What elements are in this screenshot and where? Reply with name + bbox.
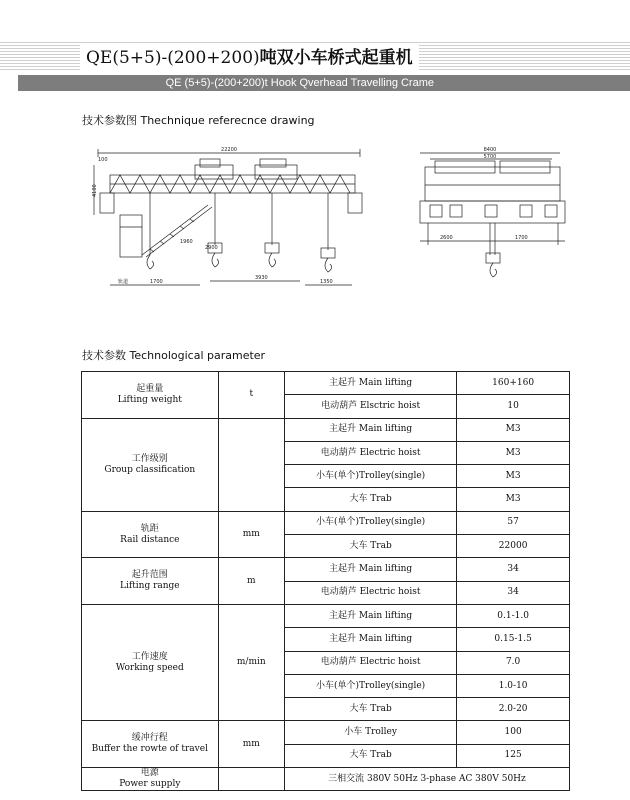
- dim-side-second: 5700: [483, 154, 497, 160]
- item-cell: 主起升 Main lifting: [284, 628, 456, 651]
- value-cell: 34: [457, 581, 570, 604]
- parameter-section-label: 技术参数 Technological parameter: [82, 349, 266, 362]
- parameter-name-cn: 电源: [140, 768, 159, 779]
- parameter-name-en: Rail distance: [120, 534, 180, 545]
- item-cell: 大车 Trab: [284, 698, 456, 721]
- technical-drawing: [90, 145, 570, 295]
- item-cell: 大车 Trab: [284, 744, 456, 767]
- unit-cell: mm: [218, 721, 284, 768]
- value-cell: 0.1-1.0: [457, 604, 570, 627]
- unit-cell: m: [218, 558, 284, 605]
- parameter-name-cn: 工作级别: [131, 453, 168, 464]
- dim-a: 1960: [180, 239, 193, 245]
- value-cell: 100: [457, 721, 570, 744]
- parameter-table: [81, 371, 570, 791]
- unit-cell: m/min: [218, 604, 284, 720]
- title-model: QE(5+5)-(200+200): [86, 48, 260, 68]
- value-cell: 22000: [457, 535, 570, 558]
- parameter-name-cell: [82, 558, 219, 605]
- item-cell: 小车 Trolley: [284, 721, 456, 744]
- dim-side-top: 8400: [483, 147, 497, 153]
- parameter-name-cn: 起升范围: [131, 570, 168, 581]
- parameter-name-cn: 起重量: [136, 383, 164, 394]
- parameter-name-cn: 轨距: [140, 523, 159, 534]
- table-row: [82, 511, 570, 534]
- value-cell: 0.15-1.5: [457, 628, 570, 651]
- value-cell: 7.0: [457, 651, 570, 674]
- item-cell: 大车 Trab: [284, 488, 456, 511]
- subtitle: QE (5+5)-(200+200)t Hook Qverhead Travelling Crame: [165, 77, 434, 89]
- item-cell: 电动葫芦 Electric hoist: [284, 651, 456, 674]
- subtitle-bar: [18, 75, 630, 91]
- parameter-name-cell: [82, 768, 219, 791]
- page-title: [80, 44, 419, 72]
- value-cell: 2.0-20: [457, 698, 570, 721]
- table-row-power: [82, 768, 570, 791]
- parameter-name-en: Buffer the rowte of travel: [91, 744, 208, 755]
- rail-label: 轨道: [118, 279, 129, 285]
- unit-cell: t: [218, 372, 284, 419]
- item-cell: 小车(单个)Trolley(single): [284, 674, 456, 697]
- parameter-name-cell: [82, 418, 219, 511]
- parameter-name-cell: [82, 372, 219, 419]
- dim-c: 3930: [255, 275, 268, 281]
- table-row: [82, 721, 570, 744]
- item-cell: 主起升 Main lifting: [284, 372, 456, 395]
- item-cell: 大车 Trab: [284, 535, 456, 558]
- parameter-name-en: Working speed: [115, 662, 184, 673]
- item-cell: 电动葫芦 Electric hoist: [284, 581, 456, 604]
- dim-e: 1700: [150, 279, 163, 285]
- item-cell: 主起升 Main lifting: [284, 604, 456, 627]
- value-cell: 160+160: [457, 372, 570, 395]
- parameter-name-en: Lifting range: [119, 581, 180, 592]
- item-cell: 电动葫芦 Electric hoist: [284, 441, 456, 464]
- unit-cell: [218, 768, 284, 791]
- parameter-name-en: Lifting weight: [117, 394, 182, 405]
- dim-top-span: 22200: [221, 147, 237, 153]
- dim-b: 2900: [205, 245, 218, 251]
- table-row: [82, 604, 570, 627]
- power-value-cell: 三相交流 380V 50Hz 3-phase AC 380V 50Hz: [284, 768, 569, 791]
- title-chinese: 吨双小车桥式起重机: [259, 48, 413, 68]
- value-cell: 1.0-10: [457, 674, 570, 697]
- value-cell: 57: [457, 511, 570, 534]
- dim-f: 2600: [440, 235, 453, 241]
- dim-g: 1700: [515, 235, 528, 241]
- parameter-name-en: Power supply: [119, 779, 181, 790]
- value-cell: M3: [457, 418, 570, 441]
- value-cell: M3: [457, 441, 570, 464]
- parameter-name-cell: [82, 604, 219, 720]
- parameter-name-cell: [82, 721, 219, 768]
- table-row: [82, 418, 570, 441]
- value-cell: 125: [457, 744, 570, 767]
- item-cell: 小车(单个)Trolley(single): [284, 511, 456, 534]
- drawing-section-label: 技术参数图 Thechnique referecnce drawing: [82, 114, 315, 127]
- item-cell: 主起升 Main lifting: [284, 558, 456, 581]
- parameter-name-cell: [82, 511, 219, 558]
- table-row: [82, 372, 570, 395]
- value-cell: 10: [457, 395, 570, 418]
- parameter-name-cn: 缓冲行程: [131, 733, 168, 744]
- item-cell: 主起升 Main lifting: [284, 418, 456, 441]
- table-row: [82, 558, 570, 581]
- unit-cell: [218, 418, 284, 511]
- parameter-name-cn: 工作速度: [131, 651, 168, 662]
- dim-left-height: 4100: [92, 184, 98, 197]
- value-cell: 34: [457, 558, 570, 581]
- dim-d: 1350: [320, 279, 333, 285]
- dim-top-left: 100: [98, 157, 108, 163]
- item-cell: 电动葫芦 Elsctric hoist: [284, 395, 456, 418]
- value-cell: M3: [457, 465, 570, 488]
- value-cell: M3: [457, 488, 570, 511]
- parameter-name-en: Group classification: [104, 464, 196, 475]
- unit-cell: mm: [218, 511, 284, 558]
- item-cell: 小车(单个)Trolley(single): [284, 465, 456, 488]
